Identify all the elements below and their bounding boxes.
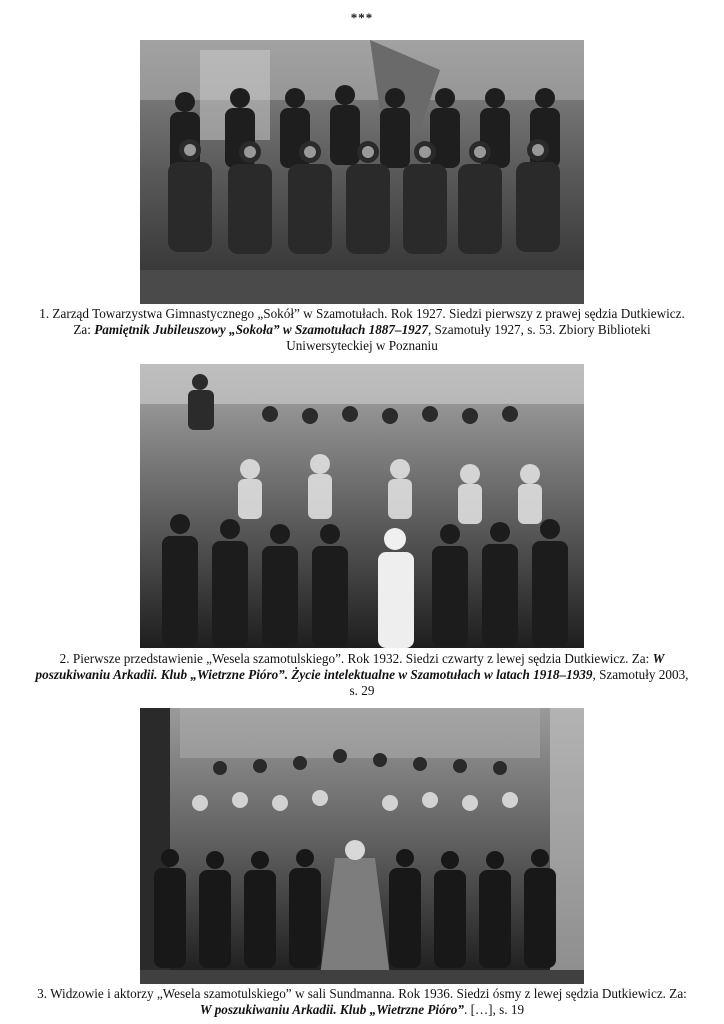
caption-3-lead: 3. Widzowie i aktorzy „Wesela szamotulskiego” w sali Sundmanna. Rok 1936. Siedzi ósmy z lewej sędzia Dutkiewicz. Za: — [37, 986, 687, 1001]
caption-3 — [30, 986, 694, 1018]
photo-sundmann-hall-1936 — [140, 708, 584, 984]
photo-3-drawing — [140, 708, 584, 984]
caption-1-source-title: Pamiętnik Jubileuszowy „Sokoła” w Szamotułach 1887–1927 — [94, 322, 428, 337]
photo-sokol-board-1927 — [140, 40, 584, 304]
caption-2-tail: , Szamotuły 2003, s. 29 — [349, 667, 689, 698]
caption-2-lead: 2. Pierwsze przedstawienie „Wesela szamotulskiego”. Rok 1932. Siedzi czwarty z lewej sędzia Dutkiewicz. Za: — [59, 651, 653, 666]
photo-2-drawing — [140, 364, 584, 648]
caption-2 — [30, 651, 694, 699]
caption-1-lead: 1. Zarząd Towarzystwa Gimnastycznego „Sokół” w Szamotułach. Rok 1927. Siedzi pierwszy z prawej sędzia Dutkiewicz. Za: — [39, 306, 685, 337]
photo-wesele-premiere-1932 — [140, 364, 584, 648]
caption-3-source-title: W poszukiwaniu Arkadii. Klub „Wietrzne Pióro” — [199, 1002, 464, 1017]
caption-2-source-title: W poszukiwaniu Arkadii. Klub „Wietrzne Pióro”. Życie intelektualne w Szamotułach w latach 1918–1939 — [35, 651, 665, 682]
caption-3-tail: . […], s. 19 — [464, 1002, 525, 1017]
photo-1-drawing — [140, 40, 584, 304]
caption-1 — [30, 306, 694, 354]
section-marker: *** — [350, 10, 374, 25]
caption-1-tail: , Szamotuły 1927, s. 53. Zbiory Biblioteki Uniwersyteckiej w Poznaniu — [286, 322, 651, 353]
